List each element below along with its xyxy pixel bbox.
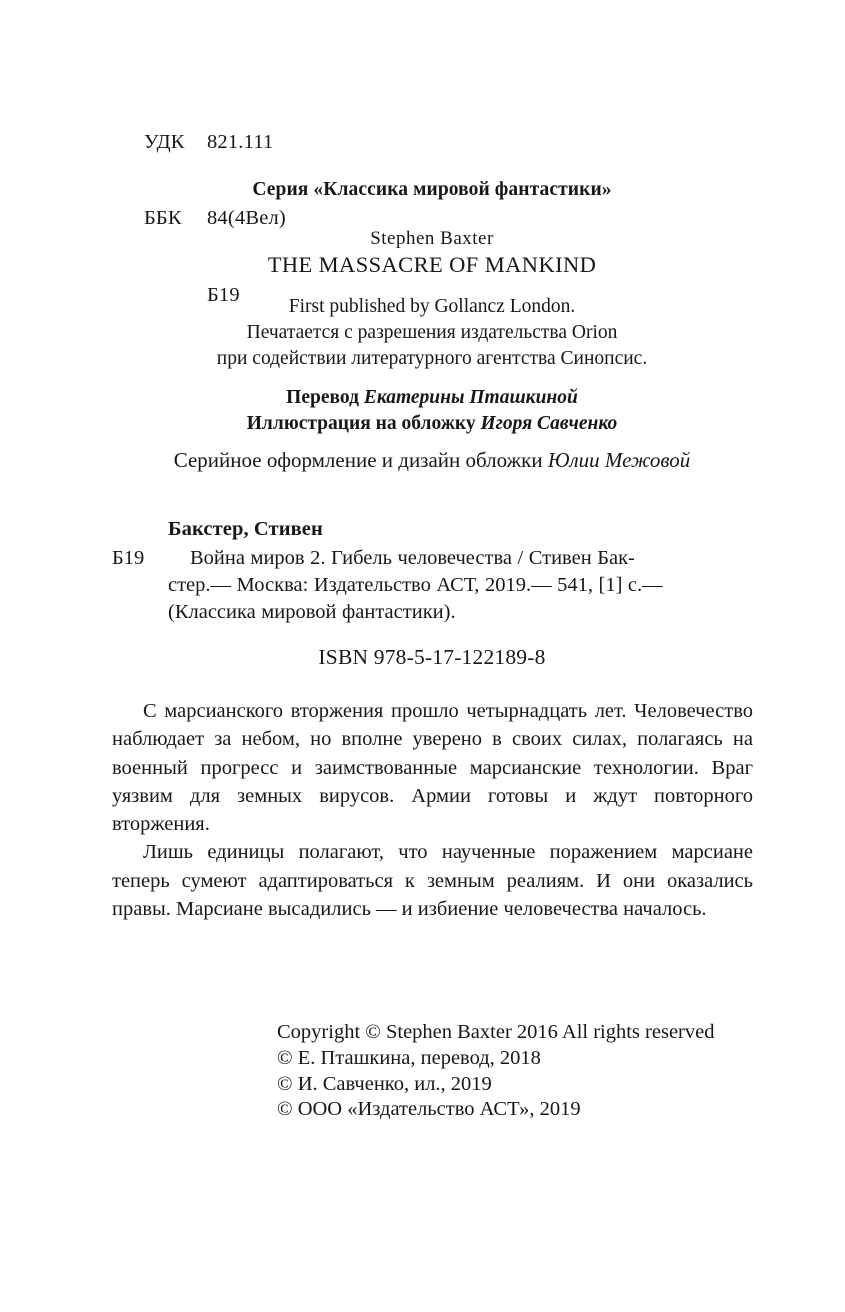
copyright-line-3: © И. Савченко, ил., 2019	[277, 1072, 492, 1095]
copyright-line-4: © ООО «Издательство АСТ», 2019	[277, 1098, 581, 1121]
permission-line-3: при содействии литературного агентства Синопсис.	[216, 348, 648, 369]
copyright-line-2: © Е. Пташкина, перевод, 2018	[277, 1046, 541, 1069]
permission-line-2: Печатается с разрешения издательства Orion	[246, 322, 618, 343]
permission-line-1: First published by Gollancz London.	[288, 296, 576, 317]
design-label: Серийное оформление и дизайн обложки	[173, 448, 548, 472]
designer-name: Юлии Межовой	[547, 448, 691, 472]
translator-name: Екатерины Пташкиной	[363, 387, 578, 408]
translation-credit	[112, 385, 752, 411]
illustration-credit	[112, 411, 752, 437]
design-credit	[112, 447, 752, 474]
original-author: Stephen Baxter	[370, 228, 494, 249]
udk-value: 821.111	[206, 130, 274, 153]
copyright-line-1: Copyright © Stephen Baxter 2016 All rights reserved	[277, 1021, 715, 1043]
catalog-description	[168, 545, 754, 626]
catalog-line-3: (Классика мировой фантастики).	[168, 601, 456, 623]
isbn: ISBN 978-5-17-122189-8	[318, 645, 546, 669]
illustrator-name: Игоря Савченко	[480, 413, 618, 434]
udk-label: УДК	[143, 130, 185, 153]
catalog-line-1: Война миров 2. Гибель человечества / Стивен Бак-	[190, 547, 635, 569]
bbk-label: ББК	[143, 207, 182, 229]
permission-block	[112, 294, 752, 372]
udk-row	[112, 104, 286, 181]
translation-label: Перевод	[286, 387, 364, 408]
illustration-label: Иллюстрация на обложку	[246, 413, 481, 434]
catalog-body	[112, 545, 754, 626]
original-title: THE MASSACRE OF MANKIND	[267, 252, 597, 277]
catalog-heading: Бакстер, Стивен	[168, 518, 323, 540]
bbk-value: 84(4Вел)	[206, 207, 286, 229]
annotation-block	[112, 697, 753, 923]
catalog-record	[112, 516, 754, 626]
annotation-paragraph-1: С марсианского вторжения прошло четырнадцать лет. Человечество наблюдает за небом, но вполне уверено в своих силах, полагаясь на военный прогресс и заимствованные марсианские технологии. Враг уязвим для земных вирусов. Армии готовы и ждут повторного вторжения.	[112, 700, 753, 836]
annotation-paragraph-2: Лишь единицы полагают, что наученные поражением марсиане теперь сумеют адаптироваться к земным реалиям. И они оказались правы. Марсиане высадились — и избиение человечества началось.	[112, 841, 753, 921]
series-title: Серия «Классика мировой фантастики»	[252, 179, 612, 200]
copyright-block	[277, 1020, 714, 1123]
catalog-author-sign: Б19	[112, 547, 145, 569]
author-sign-value: Б19	[206, 283, 240, 306]
credits-block	[112, 385, 752, 437]
original-edition-block	[112, 226, 752, 278]
catalog-line-2: стер.— Москва: Издательство АСТ, 2019.— 541, [1] с.—	[168, 574, 663, 596]
